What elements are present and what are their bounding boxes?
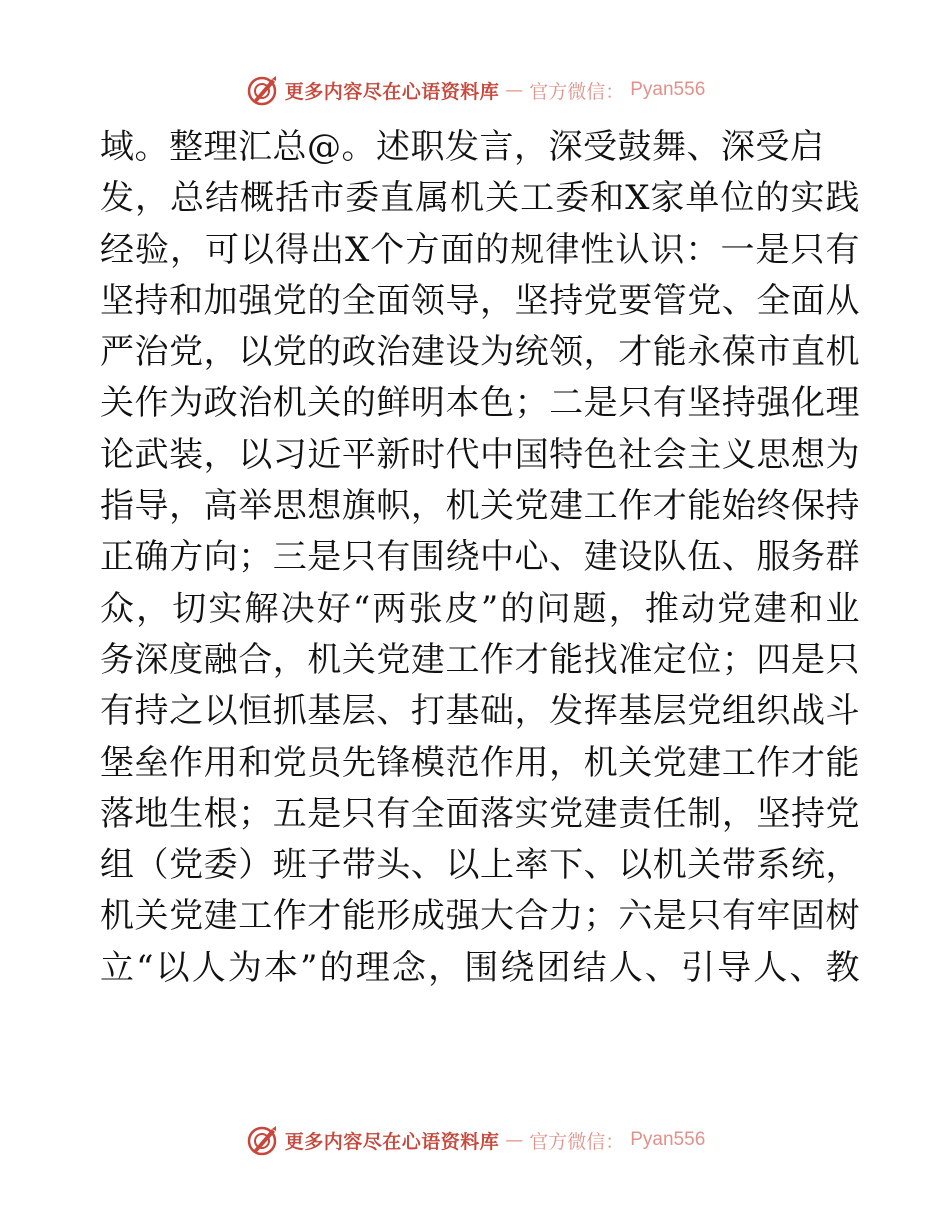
logo-icon: [245, 1123, 279, 1157]
body-line-11: 务深度融合，机关党建工作才能找准定位；四是只: [100, 639, 860, 680]
body-line-5: 严治党，以党的政治建设为统领，才能永葆市直机: [100, 332, 860, 373]
banner-separator: —: [505, 79, 524, 101]
banner-promo-text: 更多内容尽在心语资料库: [284, 80, 500, 103]
body-line-12: 有持之以恒抓基层、打基础，发挥基层党组织战斗: [100, 691, 860, 732]
header-banner: [0, 70, 950, 110]
body-line-9: 正确方向；三是只有围绕中心、建设队伍、服务群: [100, 537, 860, 578]
body-line-16: 机关党建工作才能形成强大合力；六是只有牢固树: [100, 896, 860, 937]
body-line-4: 坚持和加强党的全面领导，坚持党要管党、全面从: [100, 280, 860, 321]
logo-icon: [245, 73, 279, 107]
body-line-13: 堡垒作用和党员先锋模范作用，机关党建工作才能: [100, 742, 860, 783]
banner-wechat-id: Pyan556: [630, 1129, 706, 1150]
document-body: [100, 122, 860, 994]
body-line-7: 论武装，以习近平新时代中国特色社会主义思想为: [100, 434, 860, 475]
body-line-10: 众，切实解决好“两张皮”的问题，推动党建和业: [100, 588, 860, 629]
body-line-14: 落地生根；五是只有全面落实党建责任制，坚持党: [100, 793, 860, 834]
body-line-17: 立“以人为本”的理念，围绕团结人、引导人、教: [100, 947, 860, 988]
banner-wechat-label: 官方微信：: [529, 80, 625, 103]
body-line-8: 指导，高举思想旗帜，机关党建工作才能始终保持: [100, 486, 860, 527]
body-line-15: 组（党委）班子带头、以上率下、以机关带系统，: [100, 845, 860, 886]
body-line-3: 经验，可以得出X个方面的规律性认识：一是只有: [100, 229, 860, 270]
banner-separator: —: [505, 1129, 524, 1151]
banner-wechat-id: Pyan556: [630, 79, 706, 100]
footer-banner: [0, 1120, 950, 1160]
body-line-2: 发，总结概括市委直属机关工委和X家单位的实践: [100, 178, 860, 219]
body-line-6: 关作为政治机关的鲜明本色；二是只有坚持强化理: [100, 383, 860, 424]
body-line-1: 域。整理汇总@。述职发言，深受鼓舞、深受启: [100, 127, 825, 167]
banner-wechat-label: 官方微信：: [529, 1130, 625, 1153]
banner-promo-text: 更多内容尽在心语资料库: [284, 1130, 500, 1153]
